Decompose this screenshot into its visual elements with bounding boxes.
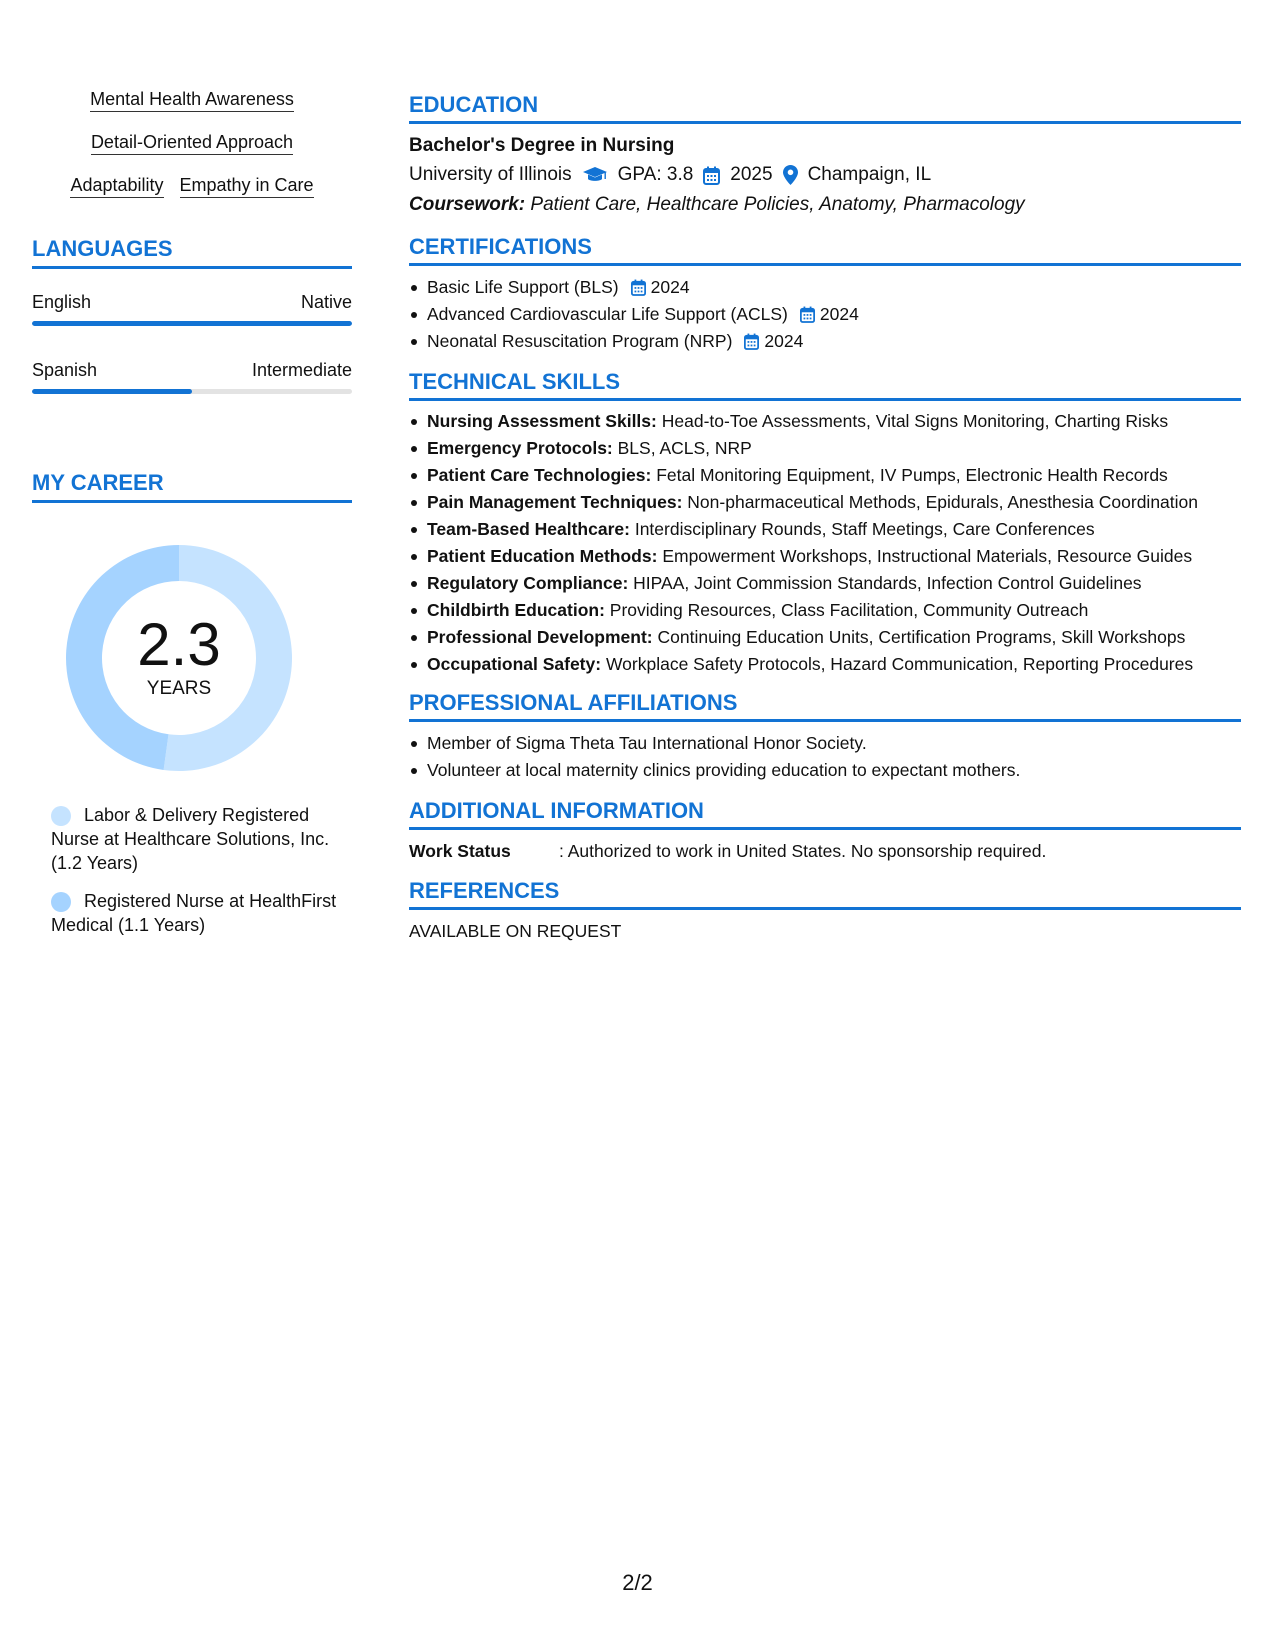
education-heading: EDUCATION (409, 92, 1241, 124)
additional-info-heading: ADDITIONAL INFORMATION (409, 798, 1241, 830)
skill-label: Childbirth Education: (427, 600, 605, 620)
skill-label: Nursing Assessment Skills: (427, 411, 657, 431)
calendar-icon (744, 333, 759, 350)
career-legend (32, 803, 341, 937)
skill-label: Emergency Protocols: (427, 438, 613, 458)
calendar-icon (631, 279, 646, 296)
references-text: AVAILABLE ON REQUEST (409, 921, 622, 941)
additional-info-section (409, 798, 1241, 864)
calendar-icon (703, 166, 720, 185)
certifications-section (409, 234, 1241, 355)
certification-name: Advanced Cardiovascular Life Support (ACLS) (427, 304, 788, 324)
language-bar (32, 321, 352, 326)
skill-item (427, 463, 1241, 487)
technical-skills-heading: TECHNICAL SKILLS (409, 369, 1241, 401)
certification-item (427, 301, 1241, 328)
skill-tag: Detail-Oriented Approach (91, 131, 293, 155)
skill-text: Workplace Safety Protocols, Hazard Communication, Reporting Procedures (605, 654, 1194, 674)
references-heading: REFERENCES (409, 878, 1241, 910)
coursework-label: Coursework: (409, 194, 526, 215)
languages-heading: LANGUAGES (32, 236, 352, 269)
education-section (409, 92, 1241, 220)
legend-label: Labor & Delivery Registered Nurse at Healthcare Solutions, Inc. (1.2 Years) (51, 805, 330, 873)
calendar-icon (800, 306, 815, 323)
affiliations-heading: PROFESSIONAL AFFILIATIONS (409, 690, 1241, 722)
skill-item (427, 436, 1241, 460)
coursework-list: Patient Care, Healthcare Policies, Anatomy, Pharmacology (530, 194, 1025, 215)
career-total-years: 2.3 (137, 611, 221, 678)
skill-label: Patient Care Technologies: (427, 465, 652, 485)
map-pin-icon (783, 165, 798, 185)
soft-skills (32, 88, 352, 198)
graduation-year: 2025 (730, 164, 773, 185)
skill-item (427, 544, 1241, 568)
skill-item (427, 517, 1241, 541)
language-name: Spanish (32, 360, 98, 380)
skill-item (427, 490, 1241, 514)
skill-row (32, 174, 352, 198)
skill-item (427, 598, 1241, 622)
language-item (32, 291, 352, 326)
work-status-row (409, 838, 1241, 864)
affiliation-item: Volunteer at local maternity clinics providing education to expectant mothers. (427, 757, 1241, 784)
language-level: Native (300, 292, 352, 312)
skill-label: Patient Education Methods: (427, 546, 658, 566)
skill-text: Continuing Education Units, Certification Programs, Skill Workshops (657, 627, 1186, 647)
skill-text: Head-to-Toe Assessments, Vital Signs Monitoring, Charting Risks (661, 411, 1169, 431)
skill-tag: Empathy in Care (180, 174, 314, 198)
skill-tag: Adaptability (70, 174, 163, 198)
language-name: English (32, 292, 92, 312)
legend-label: Registered Nurse at HealthFirst Medical (1.1 Years) (51, 891, 337, 935)
certification-name: Basic Life Support (BLS) (427, 277, 619, 297)
work-status-value: : Authorized to work in United States. No sponsorship required. (559, 841, 1047, 861)
skill-label: Occupational Safety: (427, 654, 602, 674)
technical-skills-section (409, 369, 1241, 676)
work-status-label: Work Status (409, 841, 511, 861)
skill-item (427, 652, 1241, 676)
certification-year: 2024 (764, 331, 804, 351)
skill-label: Professional Development: (427, 627, 653, 647)
degree-title: Bachelor's Degree in Nursing (409, 135, 675, 156)
skill-item (427, 409, 1241, 433)
skill-label: Regulatory Compliance: (427, 573, 629, 593)
certification-name: Neonatal Resuscitation Program (NRP) (427, 331, 733, 351)
certification-item (427, 328, 1241, 355)
career-heading: MY CAREER (32, 470, 352, 503)
legend-item (51, 889, 341, 937)
skill-text: BLS, ACLS, NRP (617, 438, 752, 458)
language-item (32, 359, 352, 394)
language-level: Intermediate (251, 360, 352, 380)
gpa: GPA: 3.8 (617, 164, 694, 185)
skill-row (32, 88, 352, 112)
skill-tag: Mental Health Awareness (90, 88, 294, 112)
language-bar-fill (32, 389, 192, 394)
skill-item (427, 571, 1241, 595)
skill-text: Interdisciplinary Rounds, Staff Meetings, Care Conferences (634, 519, 1095, 539)
affiliations-list (409, 730, 1241, 784)
language-bar (32, 389, 352, 394)
affiliations-section (409, 690, 1241, 784)
skill-text: Empowerment Workshops, Instructional Materials, Resource Guides (662, 546, 1193, 566)
skill-row (32, 131, 352, 155)
education-details (409, 160, 1241, 190)
right-column (409, 92, 1241, 958)
legend-item (51, 803, 341, 875)
school-name: University of Illinois (409, 164, 572, 185)
skill-text: HIPAA, Joint Commission Standards, Infection Control Guidelines (633, 573, 1142, 593)
legend-dot (51, 806, 71, 826)
page-number: 2/2 (622, 1570, 653, 1595)
affiliation-item: Member of Sigma Theta Tau International Honor Society. (427, 730, 1241, 757)
school-location: Champaign, IL (807, 164, 932, 185)
language-bar-fill (32, 321, 352, 326)
skill-label: Team-Based Healthcare: (427, 519, 630, 539)
certification-year: 2024 (650, 277, 690, 297)
skill-label: Pain Management Techniques: (427, 492, 683, 512)
technical-skills-list (409, 409, 1241, 676)
legend-dot (51, 892, 71, 912)
graduation-cap-icon (582, 166, 608, 184)
certification-item (427, 274, 1241, 301)
skill-text: Non-pharmaceutical Methods, Epidurals, Anesthesia Coordination (687, 492, 1199, 512)
left-column (32, 88, 352, 951)
career-years-unit: YEARS (146, 678, 212, 699)
certifications-heading: CERTIFICATIONS (409, 234, 1241, 266)
certification-year: 2024 (819, 304, 859, 324)
coursework (409, 190, 1241, 220)
career-donut-chart (64, 543, 294, 773)
references-section (409, 878, 1241, 944)
certifications-list (409, 274, 1241, 355)
skill-item (427, 625, 1241, 649)
skill-text: Providing Resources, Class Facilitation, Community Outreach (609, 600, 1089, 620)
skill-text: Fetal Monitoring Equipment, IV Pumps, Electronic Health Records (656, 465, 1168, 485)
